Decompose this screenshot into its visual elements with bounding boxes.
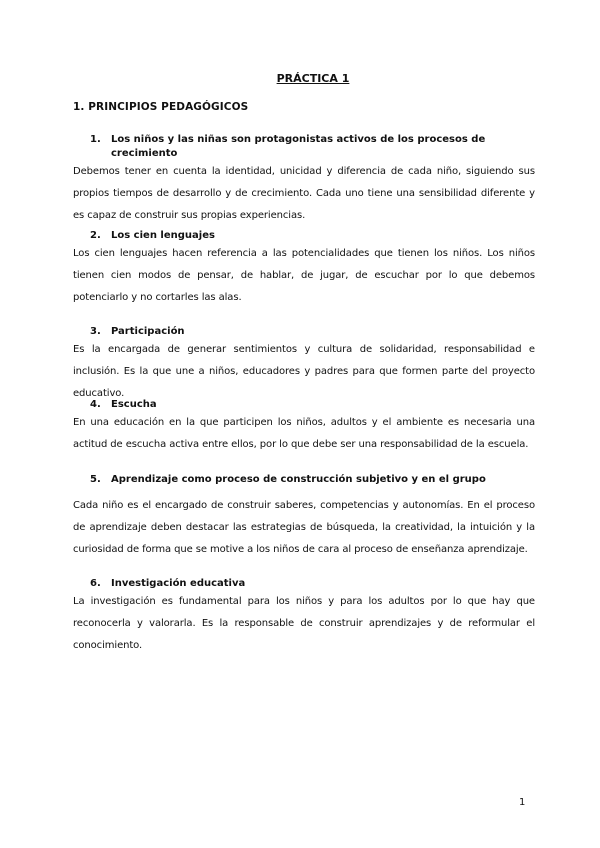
subsection-title: Participación — [111, 326, 185, 337]
subsection-number: 2. — [90, 230, 101, 241]
subsection-title: Los cien lenguajes — [111, 230, 215, 241]
subsection-body: La investigación es fundamental para los niños y para los adultos por lo que hay que reconocerla y valorarla. Es la responsable de construir aprendizajes y de reformular el conocimiento. — [73, 596, 535, 651]
subsection-heading — [73, 325, 535, 339]
subsection-protagonistas — [73, 133, 535, 227]
subsection-title: Aprendizaje como proceso de construcción subjetivo y en el grupo — [111, 474, 486, 485]
subsection-heading — [73, 473, 535, 487]
subsection-heading — [73, 229, 535, 243]
subsection-body: En una educación en la que participen los niños, adultos y el ambiente es necesaria una actitud de escucha activa entre ellos, por lo que debe ser una responsabilidad de la escuela. — [73, 417, 535, 450]
subsection-body: Debemos tener en cuenta la identidad, unicidad y diferencia de cada niño, siguiendo sus propios tiempos de desarrollo y de crecimiento. Cada uno tiene una sensibilidad diferente y es capaz de construir sus propias experiencias. — [73, 166, 535, 221]
page-number: 1 — [519, 797, 526, 808]
subsection-body: Cada niño es el encargado de construir saberes, competencias y autonomías. En el proceso de aprendizaje deben destacar las estrategias de búsqueda, la creatividad, la intuición y la curiosidad de forma que se motive a los niños de cara al proceso de enseñanza aprendizaje. — [73, 500, 535, 555]
document-title: PRÁCTICA 1 — [276, 72, 350, 85]
subsection-escucha — [73, 398, 535, 456]
section-heading: 1. PRINCIPIOS PEDAGÓGICOS — [73, 101, 249, 113]
subsection-aprendizaje — [73, 473, 535, 561]
subsection-investigacion — [73, 577, 535, 657]
subsection-number: 1. — [90, 134, 101, 145]
subsection-body: Es la encargada de generar sentimientos y cultura de solidaridad, responsabilidad e inclusión. Es la que une a niños, educadores y padres para que formen parte del proyecto educativo. — [73, 344, 535, 399]
subsection-number: 4. — [90, 399, 101, 410]
subsection-heading — [73, 398, 535, 412]
subsection-number: 6. — [90, 578, 101, 589]
subsection-participacion — [73, 325, 535, 405]
subsection-title: Escucha — [111, 399, 157, 410]
subsection-heading — [73, 577, 535, 591]
subsection-heading — [73, 133, 535, 161]
subsection-body: Los cien lenguajes hacen referencia a las potencialidades que tienen los niños. Los niños tienen cien modos de pensar, de hablar, de jugar, de escuchar por lo que debemos potenciarlo y no cortarles las alas. — [73, 248, 535, 303]
subsection-number: 3. — [90, 326, 101, 337]
subsection-title: Los niños y las niñas son protagonistas activos de los procesos de crecimiento — [111, 134, 486, 159]
subsection-title: Investigación educativa — [111, 578, 246, 589]
subsection-cien-lenguajes — [73, 229, 535, 309]
subsection-number: 5. — [90, 474, 101, 485]
